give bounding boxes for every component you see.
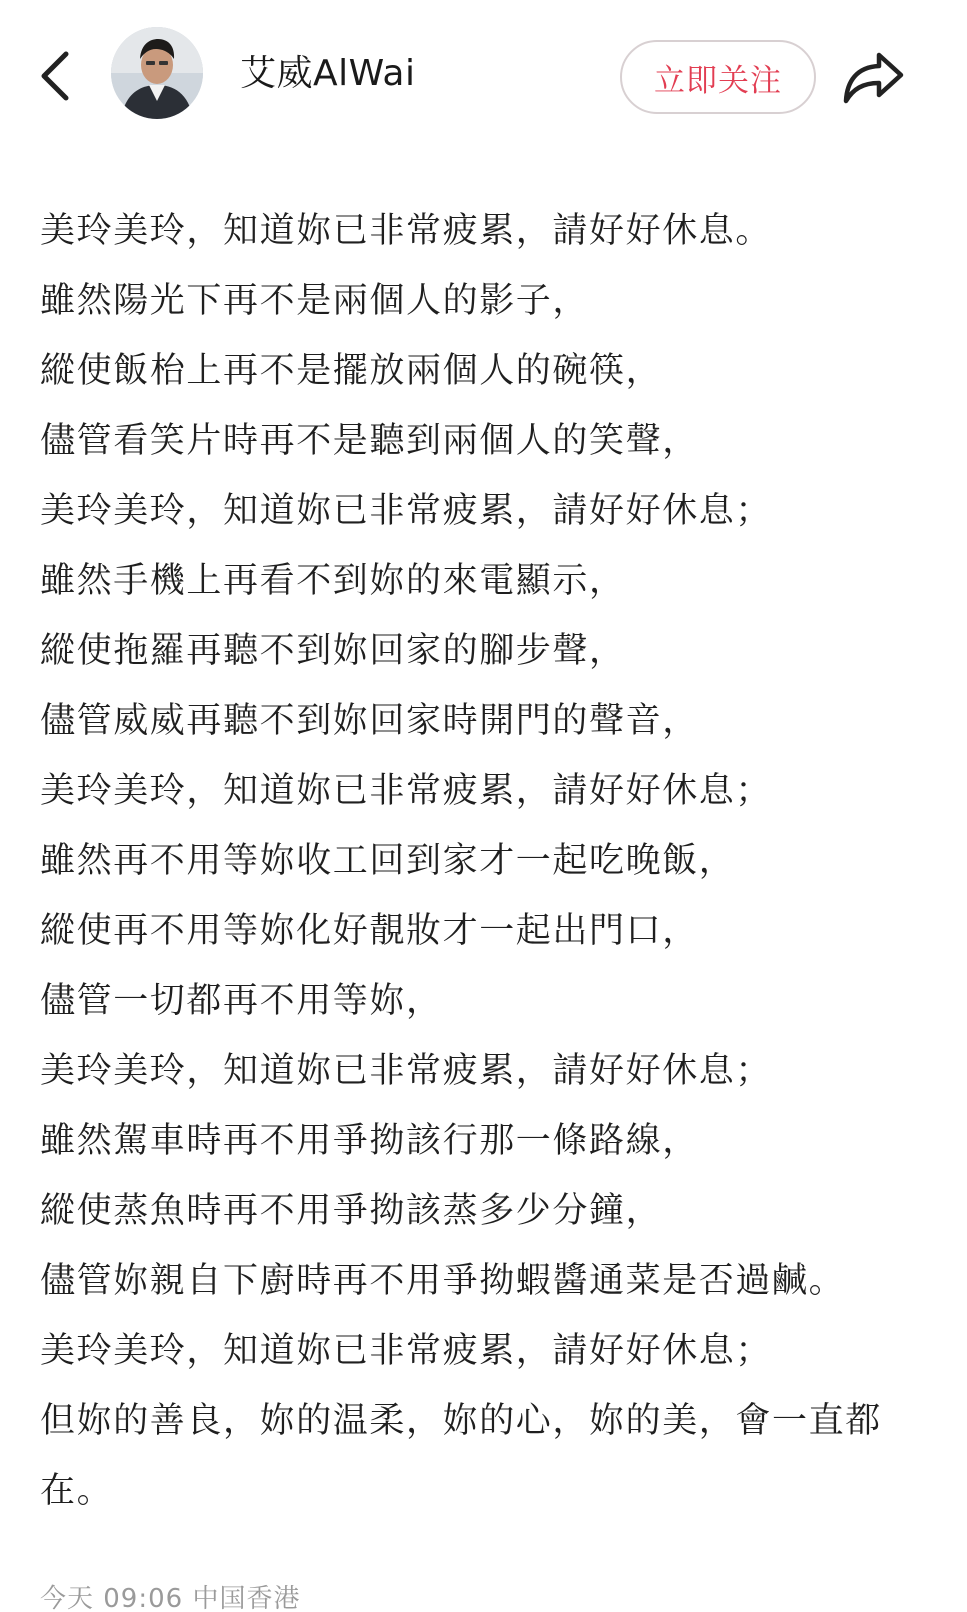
author-name[interactable]: 艾威AlWai [240,53,416,94]
post-text-line: 美玲美玲，知道妳已非常疲累，請好好休息； [40,491,773,531]
post-text-line: 雖然陽光下再不是兩個人的影子， [40,281,590,321]
post-text-line: 雖然駕車時再不用爭拗該行那一條路線， [40,1121,699,1161]
post-body [40,196,930,1526]
post-text-line: 美玲美玲，知道妳已非常疲累，請好好休息； [40,1331,773,1371]
post-text-line: 美玲美玲，知道妳已非常疲累，請好好休息； [40,1051,773,1091]
post-text-line: 雖然再不用等妳收工回到家才一起吃晚飯， [40,841,736,881]
back-button[interactable] [30,46,80,106]
post-text-line: 儘管妳親自下廚時再不用爭拗蝦醬通菜是否過鹹。 [40,1261,846,1301]
post-text-line: 縱使蒸魚時再不用爭拗該蒸多少分鐘， [40,1191,663,1231]
post-text-line: 儘管一切都再不用等妳， [40,981,443,1021]
post-text-line: 美玲美玲，知道妳已非常疲累，請好好休息。 [40,211,773,251]
post-text-line: 縱使飯枱上再不是擺放兩個人的碗筷， [40,351,663,391]
share-arrow-icon [841,49,905,105]
post-text-line: 雖然手機上再看不到妳的來電顯示， [40,561,626,601]
avatar-image [111,27,203,119]
post-header [0,0,967,150]
follow-button[interactable]: 立即关注 [620,40,816,114]
post-text-line: 縱使拖羅再聽不到妳回家的腳步聲， [40,631,626,671]
post-text-line: 美玲美玲，知道妳已非常疲累，請好好休息； [40,771,773,811]
back-chevron-icon [38,50,72,102]
post-text-line: 縱使再不用等妳化好靚妝才一起出門口， [40,911,699,951]
avatar[interactable] [111,27,203,119]
post-time-location: 今天 09:06 中国香港 [40,1584,301,1612]
post-text-line: 儘管看笑片時再不是聽到兩個人的笑聲， [40,421,699,461]
post-text-line: 但妳的善良，妳的温柔，妳的心，妳的美，會一直都在。 [40,1401,882,1511]
post-text-line: 儘管威威再聽不到妳回家時開門的聲音， [40,701,699,741]
share-button[interactable] [838,44,908,110]
